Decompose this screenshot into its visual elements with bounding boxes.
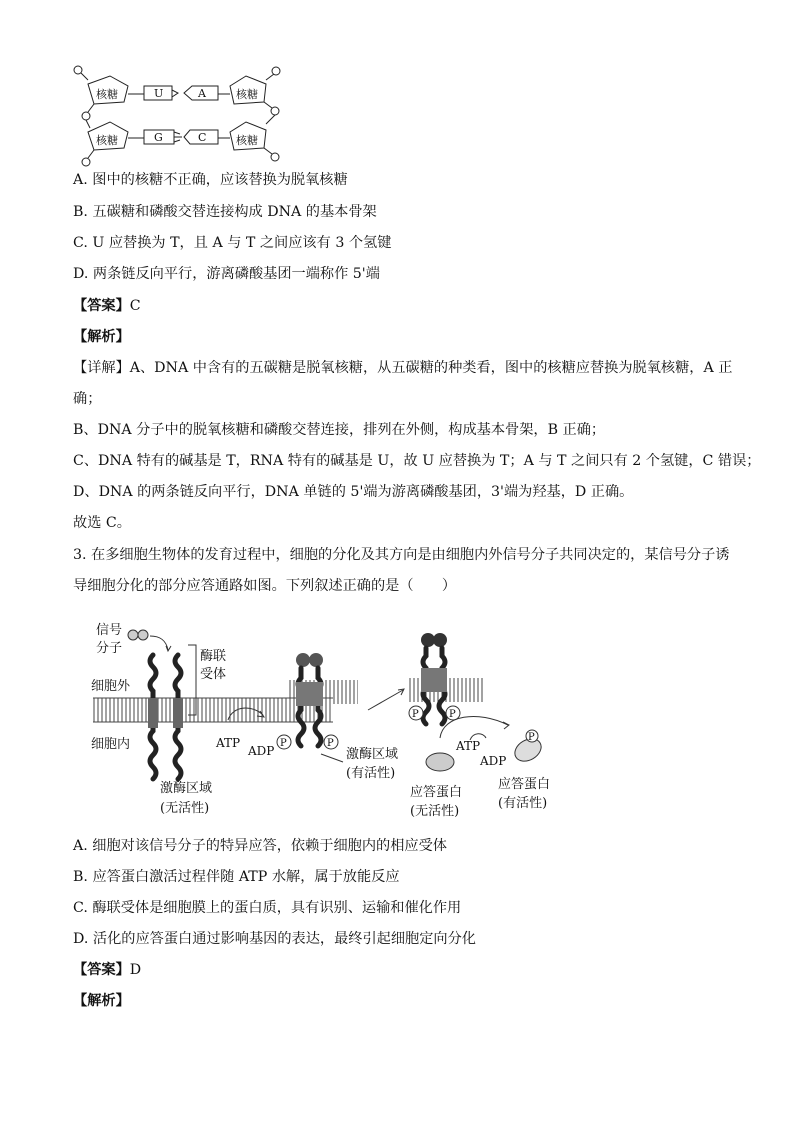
option-c: C. 酶联受体是细胞膜上的蛋白质，具有识别、运输和催化作用 bbox=[73, 900, 462, 916]
base-c: C bbox=[198, 131, 207, 144]
answer-line bbox=[73, 296, 141, 316]
kinase-inactive-status: (无活性) bbox=[160, 801, 210, 816]
analysis-label: 【解析】 bbox=[73, 329, 130, 345]
adp-label: ADP bbox=[480, 754, 507, 768]
analysis-label: 【解析】 bbox=[73, 993, 130, 1009]
sugar-label: 核糖 bbox=[236, 134, 258, 147]
receptor-label: 酶联 bbox=[200, 649, 227, 664]
signal-label: 分子 bbox=[96, 641, 123, 656]
adp-label: ADP bbox=[248, 744, 275, 758]
detail-line: C、DNA 特有的碱基是 T，RNA 特有的碱基是 U，故 U 应替换为 T；A 与 T 之间只有 2 个氢键，C 错误； bbox=[73, 453, 761, 469]
receptor-pathway-diagram bbox=[88, 620, 588, 825]
phosphate-label: P bbox=[327, 738, 334, 749]
signal-label: 信号 bbox=[96, 623, 123, 638]
base-g: G bbox=[154, 131, 163, 144]
answer-line bbox=[73, 960, 141, 980]
kinase-inactive-label: 激酶区域 bbox=[160, 781, 213, 796]
option-b: B. 应答蛋白激活过程伴随 ATP 水解，属于放能反应 bbox=[73, 869, 400, 885]
phosphate-label: P bbox=[280, 738, 287, 749]
protein-active-label: 应答蛋白 bbox=[498, 777, 551, 792]
atp-label: ATP bbox=[216, 736, 241, 750]
detail-line: D、DNA 的两条链反向平行，DNA 单链的 5'端为游离磷酸基团，3'端为羟基，D 正确。 bbox=[73, 484, 634, 500]
kinase-active-label: 激酶区域 bbox=[346, 747, 399, 762]
protein-inactive-status: (无活性) bbox=[410, 804, 460, 819]
outside-label: 细胞外 bbox=[91, 679, 131, 694]
option-a: A. 细胞对该信号分子的特异应答，依赖于细胞内的相应受体 bbox=[73, 838, 447, 854]
option-b: B. 五碳糖和磷酸交替连接构成 DNA 的基本骨架 bbox=[73, 204, 377, 220]
phosphate-label: P bbox=[528, 732, 535, 743]
inside-label: 细胞内 bbox=[91, 737, 131, 752]
option-c: C. U 应替换为 T，且 A 与 T 之间应该有 3 个氢键 bbox=[73, 235, 392, 251]
answer-value: D bbox=[129, 962, 142, 978]
question-3-stem: 导细胞分化的部分应答通路如图。下列叙述正确的是（ ） bbox=[73, 578, 457, 594]
answer-label: 【答案】 bbox=[73, 962, 130, 978]
protein-inactive-label: 应答蛋白 bbox=[410, 785, 463, 800]
detail-line: B、DNA 分子中的脱氧核糖和磷酸交替连接，排列在外侧，构成基本骨架，B 正确； bbox=[73, 422, 606, 438]
phosphate-label: P bbox=[449, 709, 456, 720]
detail-line: 故选 C。 bbox=[73, 515, 131, 531]
base-a: A bbox=[198, 87, 206, 100]
option-a: A. 图中的核糖不正确，应该替换为脱氧核糖 bbox=[73, 172, 348, 188]
sugar-label: 核糖 bbox=[96, 134, 118, 147]
protein-active-status: (有活性) bbox=[498, 796, 548, 811]
sugar-label: 核糖 bbox=[236, 88, 258, 101]
atp-label: ATP bbox=[456, 739, 481, 753]
answer-label: 【答案】 bbox=[73, 298, 130, 314]
rna-structure-diagram bbox=[68, 58, 288, 168]
sugar-label: 核糖 bbox=[96, 88, 118, 101]
option-d: D. 两条链反向平行，游离磷酸基团一端称作 5'端 bbox=[73, 266, 380, 282]
detail-line: 确； bbox=[73, 391, 102, 407]
kinase-active-status: (有活性) bbox=[346, 766, 396, 781]
base-u: U bbox=[154, 87, 164, 100]
detail-line: 【详解】A、DNA 中含有的五碳糖是脱氧核糖，从五碳糖的种类看，图中的核糖应替换为脱氧核糖，A 正 bbox=[73, 360, 733, 376]
question-3-stem: 3. 在多细胞生物体的发育过程中，细胞的分化及其方向是由细胞内外信号分子共同决定的，某信号分子诱 bbox=[73, 547, 730, 563]
receptor-label: 受体 bbox=[200, 667, 227, 682]
phosphate-label: P bbox=[412, 709, 419, 720]
answer-value: C bbox=[129, 298, 141, 314]
option-d: D. 活化的应答蛋白通过影响基因的表达，最终引起细胞定向分化 bbox=[73, 931, 476, 947]
